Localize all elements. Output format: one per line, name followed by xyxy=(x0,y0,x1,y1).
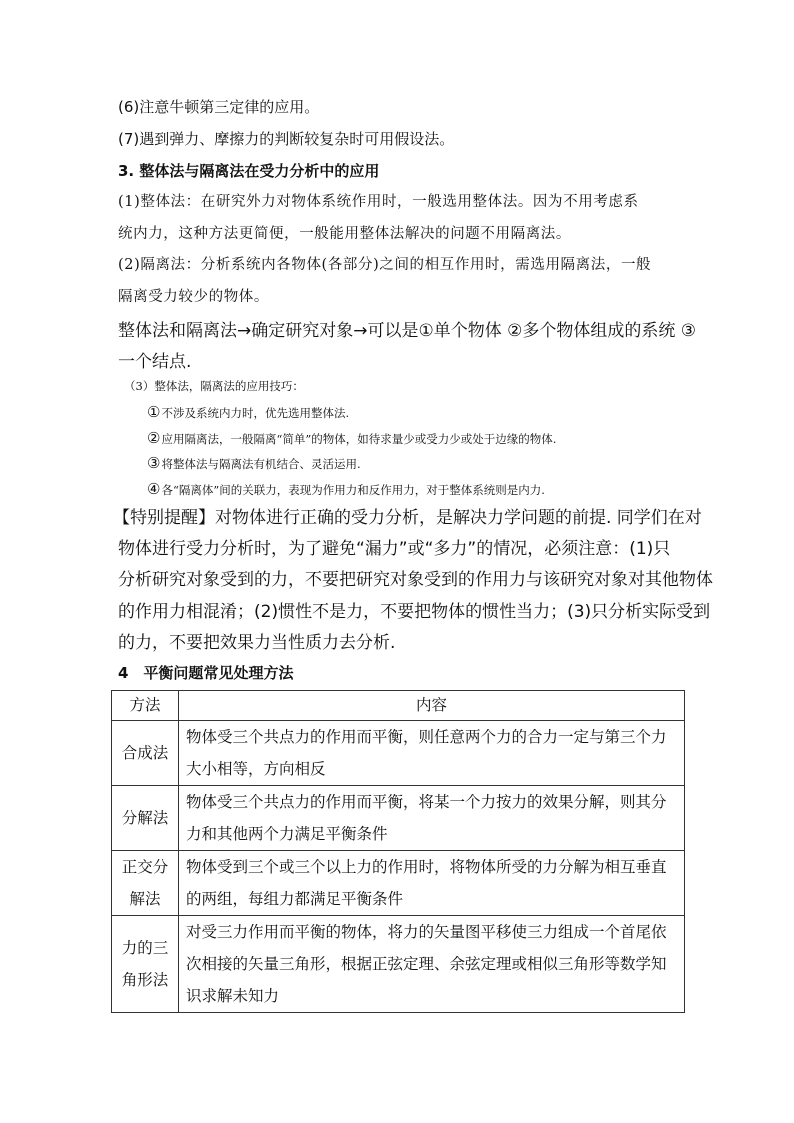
method-name: 力的三 xyxy=(121,939,169,957)
tip-number: ② xyxy=(147,429,161,447)
content-line: 的两组，每组力都满足平衡条件 xyxy=(186,890,404,908)
isolation-method-line-2: 隔离受力较少的物体。 xyxy=(118,289,269,305)
reminder-line-1: 【特别提醒】对物体进行正确的受力分析，是解决力学问题的前提. 同学们在对 xyxy=(113,508,702,528)
reminder-line-3: 分析研究对象受到的力，不要把研究对象受到的作用力与该研究对象对其他物体 xyxy=(118,570,713,590)
method-name: 解法 xyxy=(129,890,161,908)
summary-line-2: 一个结点. xyxy=(118,352,192,372)
table-row xyxy=(112,851,685,916)
table-row xyxy=(112,916,685,1013)
tip-number: ① xyxy=(147,403,161,421)
header-method: 方法 xyxy=(112,691,179,721)
tip-text: 不涉及系统内力时，优先选用整体法. xyxy=(161,406,350,420)
method-cell xyxy=(112,786,179,851)
tip-item xyxy=(147,403,349,421)
content-line: 力和其他两个力满足平衡条件 xyxy=(186,825,388,843)
content-cell xyxy=(179,916,685,1013)
whole-method-line-1: (1)整体法：在研究外力对物体系统作用时，一般选用整体法。因为不用考虑系 xyxy=(118,194,639,210)
tip-item xyxy=(147,480,545,498)
content-cell xyxy=(179,786,685,851)
section-4-heading: 4 平衡问题常见处理方法 xyxy=(118,664,294,682)
tip-text: 各“隔离体”间的关联力，表现为作用力和反作用力，对于整体系统则是内力. xyxy=(161,483,545,497)
content-line: 物体受到三个或三个以上力的作用时，将物体所受的力分解为相互垂直 xyxy=(186,858,667,876)
methods-table xyxy=(111,690,685,1013)
tip-text: 将整体法与隔离法有机结合、灵活运用. xyxy=(161,457,361,471)
reminder-line-2: 物体进行受力分析时，为了避免“漏力”或“多力”的情况，必须注意：(1)只 xyxy=(118,539,671,559)
method-cell xyxy=(112,721,179,786)
tips-title: （3）整体法，隔离法的应用技巧： xyxy=(124,379,304,393)
summary-line-1: 整体法和隔离法→确定研究对象→可以是①单个物体 ②多个物体组成的系统 ③ xyxy=(118,321,697,341)
content-cell xyxy=(179,851,685,916)
rule-7: (7)遇到弹力、摩擦力的判断较复杂时可用假设法。 xyxy=(118,130,455,148)
header-content: 内容 xyxy=(179,691,685,721)
content-line: 识求解未知力 xyxy=(186,987,280,1005)
table-row xyxy=(112,721,685,786)
section-3-heading: 3. 整体法与隔离法在受力分析中的应用 xyxy=(118,162,380,180)
tip-item xyxy=(147,429,556,447)
tip-number: ④ xyxy=(147,480,161,498)
method-name: 合成法 xyxy=(121,744,169,762)
table-row xyxy=(112,786,685,851)
content-line: 次相接的矢量三角形，根据正弦定理、余弦定理或相似三角形等数学知 xyxy=(186,955,667,973)
method-name: 分解法 xyxy=(121,809,169,827)
reminder-line-5: 的力，不要把效果力当性质力去分析. xyxy=(118,633,396,653)
content-line: 对受三力作用而平衡的物体，将力的矢量图平移使三力组成一个首尾依 xyxy=(186,923,667,941)
tip-item xyxy=(147,454,361,472)
content-cell xyxy=(179,721,685,786)
method-cell xyxy=(112,916,179,1013)
whole-method-line-2: 统内力，这种方法更简便，一般能用整体法解决的问题不用隔离法。 xyxy=(118,226,571,242)
tip-number: ③ xyxy=(147,454,161,472)
isolation-method-line-1: (2)隔离法：分析系统内各物体(各部分)之间的相互作用时，需选用隔离法，一般 xyxy=(118,257,652,273)
method-cell xyxy=(112,851,179,916)
rule-6: (6)注意牛顿第三定律的应用。 xyxy=(118,98,320,116)
method-name: 正交分 xyxy=(121,858,169,876)
content-line: 大小相等，方向相反 xyxy=(186,760,326,778)
content-line: 物体受三个共点力的作用而平衡，将某一个力按力的效果分解，则其分 xyxy=(186,793,667,811)
table-header-row xyxy=(112,691,685,721)
method-name: 角形法 xyxy=(121,971,169,989)
tip-text: 应用隔离法，一般隔离“简单”的物体，如待求量少或受力少或处于边缘的物体. xyxy=(161,432,557,446)
reminder-line-4: 的作用力相混淆；(2)惯性不是力，不要把物体的惯性当力；(3)只分析实际受到 xyxy=(118,602,711,622)
content-line: 物体受三个共点力的作用而平衡，则任意两个力的合力一定与第三个力 xyxy=(186,728,667,746)
